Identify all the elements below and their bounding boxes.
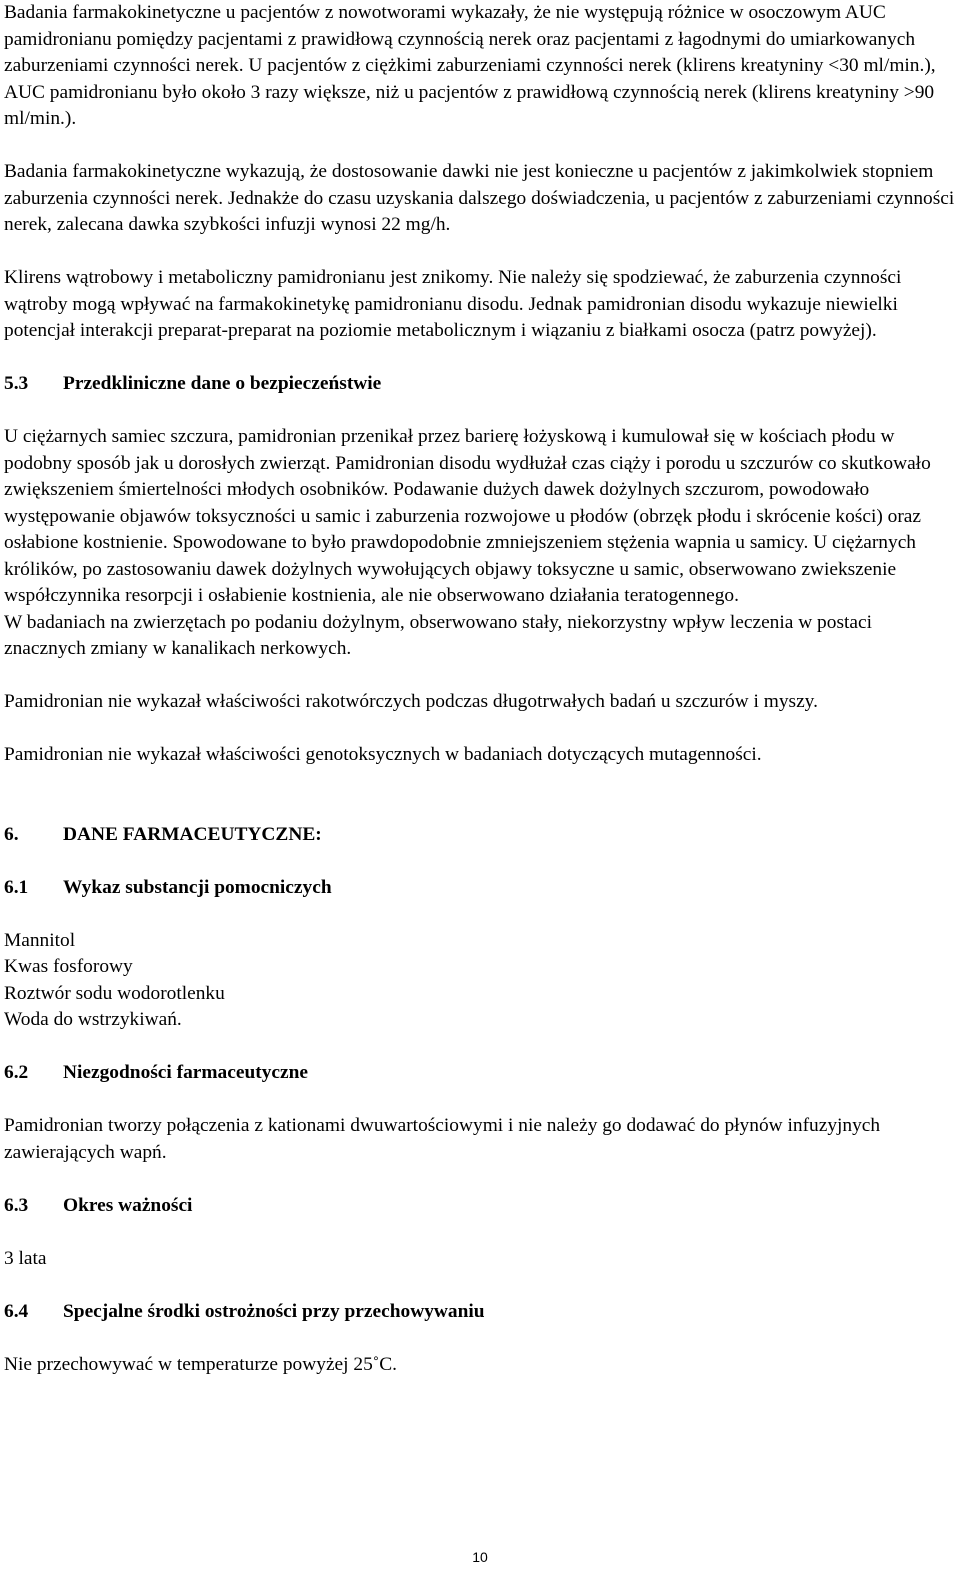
pharmacokinetics-renal-paragraph: Badania farmakokinetyczne u pacjentów z nowotworami wykazały, że nie występują różnice w osoczowym AUC pamidronianu pomiędzy pacjentami z prawidłową czynnością nerek oraz pacjentami z łagodnymi do umiarkowanych zaburzeniami czynności nerek. U pacjentów z ciężkimi zaburzeniami czynności nerek (klirens kreatyniny <30 ml/min.), AUC pamidronianu było około 3 razy większe, niż u pacjentów z prawidłową czynnością nerek (klirens kreatyniny >90 ml/min.). bbox=[4, 2, 936, 129]
section-6-3-heading bbox=[4, 1193, 956, 1220]
section-number: 6.3 bbox=[4, 1194, 29, 1216]
section-6-heading bbox=[4, 822, 956, 849]
preclinical-paragraph-2: W badaniach na zwierzętach po podaniu dożylnym, obserwowano stały, niekorzystny wpływ leczenia w postaci znacznych zmiany w kanalikach nerkowych. bbox=[4, 611, 872, 659]
section-6-4-heading bbox=[4, 1299, 956, 1326]
page-number: 10 bbox=[472, 1549, 488, 1565]
document-page bbox=[4, 0, 956, 1378]
section-number: 6.2 bbox=[4, 1062, 29, 1083]
shelf-life-text: 3 lata bbox=[4, 1247, 47, 1269]
carcinogenicity-paragraph: Pamidronian nie wykazał właściwości rakotwórczych podczas długotrwałych badań u szczurów i myszy. bbox=[4, 691, 818, 712]
section-number: 5.3 bbox=[4, 373, 29, 394]
excipient-item: Kwas fosforowy bbox=[4, 956, 133, 977]
section-number: 6. bbox=[4, 823, 19, 845]
hepatic-clearance-paragraph: Klirens wątrobowy i metaboliczny pamidronianu jest znikomy. Nie należy się spodziewać, że zaburzenia czynności wątroby mogą wpływać na farmakokinetykę pamidronianu disodu. Jednak pamidronian disodu wykazuje niewielki potencjał interakcji preparat-preparat na poziomie metabolicznym i wiązaniu z białkami osocza (patrz powyżej). bbox=[4, 267, 902, 341]
section-title: Przedkliniczne dane o bezpieczeństwie bbox=[63, 373, 382, 394]
section-number: 6.4 bbox=[4, 1300, 29, 1322]
section-title: Wykaz substancji pomocniczych bbox=[63, 876, 332, 898]
incompatibilities-paragraph: Pamidronian tworzy połączenia z kationami dwuwartościowymi i nie należy go dodawać do płynów infuzyjnych zawierających wapń. bbox=[4, 1115, 881, 1163]
section-6-2-heading bbox=[4, 1060, 956, 1087]
section-6-1-heading bbox=[4, 875, 956, 902]
dose-adjustment-paragraph: Badania farmakokinetyczne wykazują, że dostosowanie dawki nie jest konieczne u pacjentów z jakimkolwiek stopniem zaburzenia czynności nerek. Jednakże do czasu uzyskania dalszego doświadczenia, u pacjentów z zaburzeniami czynności nerek, zalecana dawka szybkości infuzji wynosi 22 mg/h. bbox=[4, 161, 955, 235]
section-title: DANE FARMACEUTYCZNE: bbox=[63, 823, 322, 845]
section-5-3-heading bbox=[4, 371, 956, 398]
section-title: Specjalne środki ostrożności przy przechowywaniu bbox=[63, 1300, 485, 1322]
excipient-item: Woda do wstrzykiwań. bbox=[4, 1009, 182, 1030]
section-title: Niezgodności farmaceutyczne bbox=[63, 1062, 309, 1083]
section-number: 6.1 bbox=[4, 876, 29, 898]
preclinical-paragraph-1: U ciężarnych samiec szczura, pamidronian przenikał przez barierę łożyskową i kumulował się w kościach płodu w podobny sposób jak u dorosłych zwierząt. Pamidronian disodu wydłużał czas ciąży i porodu u szczurów co skutkowało zwiększeniem śmiertelności młodych osobników. Podawanie dużych dawek dożylnych szczurom, powodowało występowanie objawów toksyczności u samic i zaburzenia rozwojowe u płodów (obrzęk płodu i skrócenie kości) oraz osłabione kostnienie. Spowodowane to było prawdopodobnie zmniejszeniem stężenia wapnia u samicy. U ciężarnych królików, po zastosowaniu dawek dożylnych wywołujących objawy toksyczne u samic, obserwowano zwiekszenie współczynnika resorpcji i osłabienie kostnienia, ale nie obserwowano działania teratogennego. bbox=[4, 426, 931, 606]
excipient-item: Roztwór sodu wodorotlenku bbox=[4, 982, 225, 1004]
excipient-item: Mannitol bbox=[4, 929, 76, 951]
section-title: Okres ważności bbox=[63, 1194, 193, 1216]
excipients-list bbox=[4, 928, 956, 1034]
storage-text: Nie przechowywać w temperaturze powyżej 25˚C. bbox=[4, 1353, 398, 1375]
genotoxicity-paragraph: Pamidronian nie wykazał właściwości genotoksycznych w badaniach dotyczących mutagenności. bbox=[4, 744, 762, 765]
